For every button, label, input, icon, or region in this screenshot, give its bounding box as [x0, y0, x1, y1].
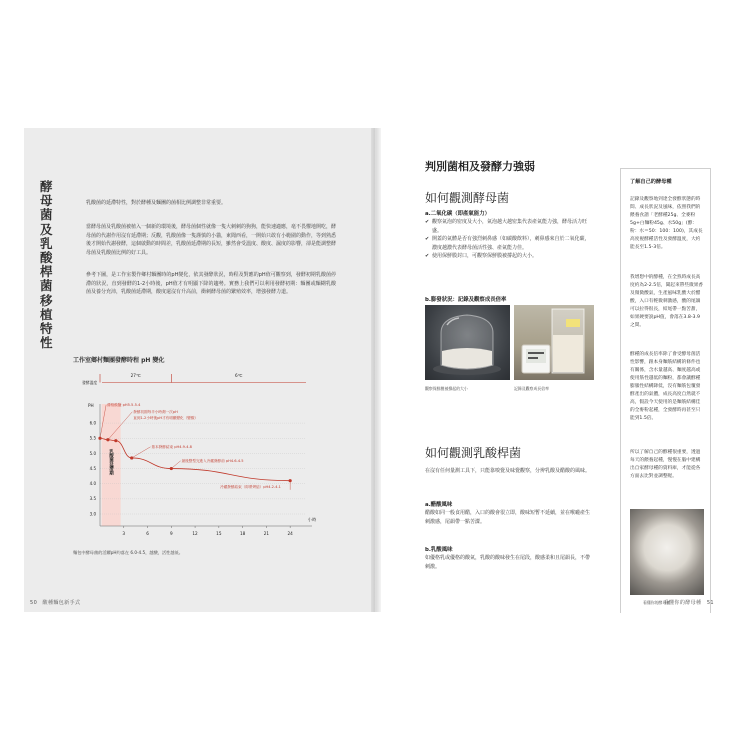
sidebar-paragraph-4: 所以了解自己的酵種很重要，透過每天的餵養起種，慢慢在腦中建構出自家酵母種的資料庫，才能從各方面去比對並調整喔。	[630, 450, 701, 479]
check-text: 觀察氣泡的密度及大小，氣泡越大越密集代表產氣能力強，酵母活力旺盛。	[432, 219, 588, 234]
sidebar-paragraph-1: 記錄及觀察地到達全發酵狀態的時間、成長狀況及風味，依照我們的餵養食譜「老酵種25g、全麥粉5g+白麵粉45g、水50g」(酵：粉：水＝50：100：100)，其成長高度視酵種活性及發酵溫度，大約能長至1.5-3倍。	[630, 197, 703, 250]
subheading-co2: a.二氧化碳（即產氣能力）	[425, 211, 490, 217]
book-spread	[24, 128, 726, 612]
checklist	[425, 218, 593, 261]
left-page	[24, 128, 375, 612]
heading-yeast: 如何觀測酵母菌	[425, 191, 510, 205]
sidebar-title: 了解自己的酵母種	[630, 179, 672, 185]
annotation-leader	[171, 461, 180, 469]
x-tick-label: 6	[146, 531, 149, 536]
ph-data-point	[98, 437, 101, 440]
section-title: 判別菌相及發酵力強弱	[425, 160, 535, 173]
chart-title: 工作室鄉村麵團發酵時程 pH 變化	[73, 357, 165, 364]
sidebar-paragraph-2: 我增想中的酵種，在全熟時成長高度約為2-2.5倍，聞起來帶些微果香及微微酸氣，生產風味乳酸大於醋酸，入口有輕微刺激感，酸的尾韻可以拉得很長，結尾帶一點苦甜，如果硬要說pH值，會落在3.8-3.9之間。	[630, 275, 704, 328]
jar-illustration	[425, 305, 510, 380]
sidebar-paragraph-3: 酵種的成長倍率除了會受酵母菌活性影響，跟本身麵筋結構的條件也有關係，含水量越高、麵度越高或使用筋性越低的麵粉，都會讓酵種膨脹性結構降低，沒有麵筋包覆發酵產出的氣體，成長高度自然就不高，假設今天使用的是麵筋結構佳的全麥粉起種，全發酵時再甚至只能到1.5倍。	[630, 352, 701, 421]
y-tick-label: 4.0	[89, 481, 96, 487]
x-tick-label: 24	[287, 531, 293, 536]
ph-data-point	[114, 439, 117, 442]
check-text: 開蓋的氣體是否有強烈刺鼻感（如碳酸飲料），刺鼻感來自於二氧化碳，濃度越濃代表酵母菌活性強、產氣能力佳。	[432, 236, 590, 251]
x-tick-label: 21	[263, 531, 270, 536]
subheading-lactic: b.乳酸風味	[425, 547, 453, 553]
band-segment-label: 27℃	[130, 373, 141, 378]
photo-starter-texture	[630, 509, 704, 595]
y-tick-label: 3.0	[89, 511, 96, 517]
page-number-left: 50 酸種麵包新手式	[30, 600, 81, 606]
page-number-right: 看懂你的酵母種 51	[663, 600, 714, 606]
heading-lactobacillus: 如何觀測乳酸桿菌	[425, 446, 522, 460]
chart-annotation: 發酵初期每半小時測一次pH	[133, 410, 178, 414]
x-tick-label: 9	[169, 531, 173, 536]
body-paragraph-1: 當酵母菌及乳酸菌被植入一個新的環境後，酵母菌個性就像一隻大刺刺的狗狗，能快速適應，毫不畏懼地開吃，酵母菌的代謝作用沒有延滯期；反觀，乳酸菌像一隻謹慎的小貓，東聞西看，一開始只敢有小範圍的動作，等到熟悉後才開始代謝發酵，這個啟動的時間差，乳酸菌延滯期的長短，雖然會受溫度、酸度、濕度的影響，卻是能調整酵母菌及乳酸菌比例的好工具。	[86, 224, 337, 256]
photo-caption-growth: 記錄及觀察成長倍率	[514, 386, 550, 391]
subheading-acetic: a.醋酸風味	[425, 502, 453, 508]
chart-annotation: 直到1-2小時後pH才有明顯變化（變酸）	[133, 416, 199, 420]
book-gutter	[371, 128, 381, 612]
checkmark-icon: ✔	[425, 219, 430, 225]
checkmark-icon: ✔	[425, 236, 430, 243]
lactic-paragraph: 如優格乳或優格的酸氣，乳酸的酸味發生在尾段，酸感柔和且尾韻長，不帶刺激。	[425, 555, 591, 570]
intro-text: 乳酸菌的延滯特性，對於酵種及麵團的菌相比例調整非常重要。	[86, 200, 227, 206]
chart-annotation: 冷藏發酵結束（即將烤焙）pH4.2-4.1	[220, 485, 281, 489]
photo-container-and-thermometer	[514, 305, 594, 380]
check-item	[425, 252, 593, 261]
band-segment-label: 6℃	[234, 373, 243, 378]
photo-caption-jar: 觀察保鮮膜被撐起的大小	[425, 386, 468, 391]
ph-line-chart	[30, 364, 330, 549]
photo-jar-with-starter	[425, 305, 510, 380]
subheading-growth: b.膨發狀況：記錄及觀察成長倍率	[425, 297, 507, 303]
y-tick-label: 5.5	[89, 435, 96, 441]
acetic-paragraph: 醋酸如同一般食用醋，入口的酸會很立即，酸味短暫不延續，並在喉嚨產生刺激感，尾韻帶一點苦澀。	[425, 510, 591, 525]
y-tick-label: 4.5	[89, 465, 96, 471]
y-tick-label: 5.0	[89, 450, 96, 456]
chart-annotation: 基本發酵結束 pH4.9-4.8	[151, 445, 192, 449]
x-tick-label: 12	[192, 531, 198, 536]
y-tick-label: 6.0	[89, 420, 96, 426]
chart-annotation: 優格酸鹽 pH5.5-5.4	[107, 403, 141, 407]
y-axis-label: PH	[88, 403, 94, 408]
check-item	[425, 218, 593, 235]
check-item	[425, 235, 593, 252]
body-paragraph-2: 參考下圖，是工作室製作鄉村麵團時的pH變化，依其發酵狀況，時程及對應的pH值可觀察到，發酵初期乳酸菌停滯的狀況，直到發酵的1-2小時後，pH值才有明顯下降的趨勢。實務上我們可以利用發酵初期：麵團或麵糊乳酸菌及養分充沛，乳酸菌延滯期，酸度還沒有升高前，衝刺酵母菌的繁殖效率，增強發酵力道。	[86, 272, 336, 296]
container-illustration	[514, 305, 594, 380]
annotation-leader	[132, 447, 151, 458]
x-tick-label: 18	[239, 531, 246, 536]
chart-annotation: 最後整型完進入冷藏發酵前 pH4.6-4.5	[181, 459, 244, 463]
x-axis-label: 小時	[307, 517, 317, 522]
checkmark-icon: ✔	[425, 253, 430, 260]
band-label: 發酵溫度	[82, 380, 98, 385]
vertical-title: 酵母菌及乳酸桿菌移植特性	[40, 179, 53, 351]
lead-text: 在沒有任何量測工具下，只能靠嗅覺及味覺觀察，分辨乳酸及醋酸的風味。	[425, 468, 591, 474]
sidebar-box	[620, 168, 711, 613]
check-text: 使用保鮮膜封口，可觀察保鮮膜被撐起的大小。	[432, 253, 538, 260]
x-tick-label: 3	[122, 531, 126, 536]
chart-caption: 麵包中酵母菌的活躍pH約落在 6.0-4.5，越酸，活性越低。	[73, 550, 183, 555]
x-tick-label: 15	[216, 531, 222, 536]
lag-phase-label: 乳酸菌延滯期	[108, 449, 114, 475]
right-page	[375, 128, 726, 612]
sidebar-photo-caption: 看懂你的酵母種	[643, 600, 671, 605]
y-tick-label: 3.5	[89, 496, 96, 502]
